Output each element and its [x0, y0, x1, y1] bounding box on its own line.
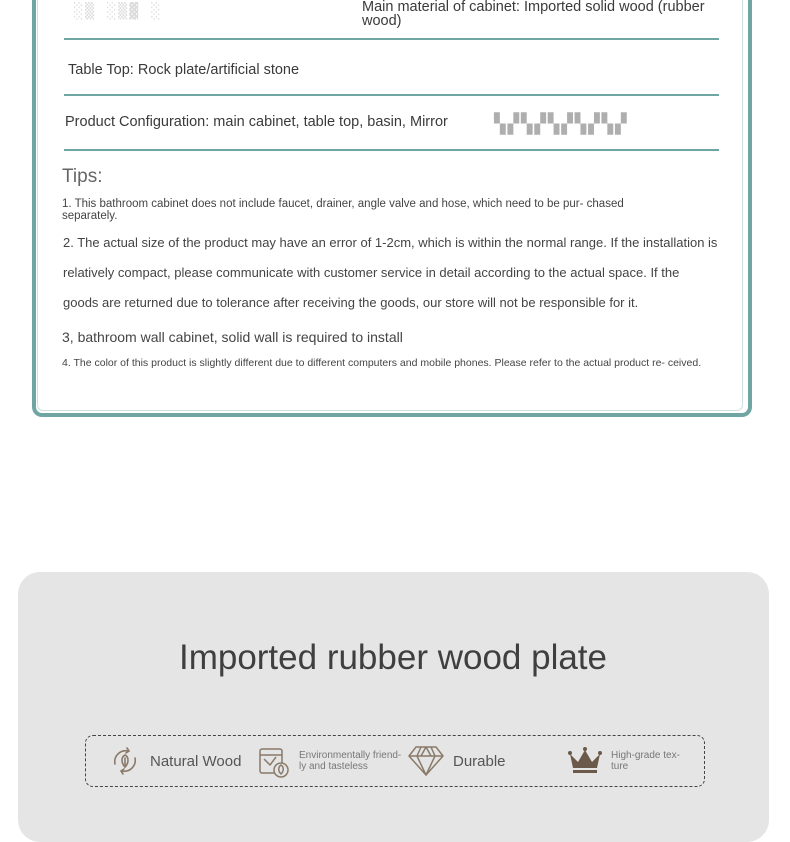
tip-3: 3, bathroom wall cabinet, solid wall is required to install: [62, 329, 403, 345]
feature-eco-friendly: [256, 736, 407, 786]
diamond-icon: [407, 744, 445, 778]
spec-configuration: Product Configuration: main cabinet, table top, basin, Mirror: [65, 114, 448, 130]
feature-label: Durable: [453, 752, 506, 770]
feature-high-grade: [566, 736, 691, 786]
divider: [64, 94, 719, 96]
divider: [64, 38, 719, 40]
divider: [64, 149, 719, 151]
eco-canister-icon: [256, 743, 292, 779]
spec-material: Main material of cabinet: Imported solid wood (rubber wood): [362, 0, 705, 29]
tip-2: 2. The actual size of the product may have an error of 1-2cm, which is within the normal range. If the installation is relatively compact, please communicate with customer service in detail according to the actual space. If the goods are returned due to tolerance after receiving the goods, our store will not be responsible for it.: [63, 235, 718, 310]
tips-title: Tips:: [62, 166, 103, 187]
feature-natural-wood: [108, 736, 241, 786]
feature-label: Environmentally friend- ly and tasteless: [299, 750, 402, 772]
tip-1: 1. This bathroom cabinet does not include faucet, drainer, angle valve and hose, which need to be pur- chased separately.: [62, 198, 624, 222]
recycle-leaf-icon: [108, 744, 142, 778]
feature-strip: [85, 735, 705, 787]
feature-durable: [407, 736, 506, 786]
tip-4: 4. The color of this product is slightly different due to different computers and mobile phones. Please refer to the actual product re- ceived.: [62, 357, 702, 369]
feature-label: High-grade tex- ture: [611, 750, 680, 772]
blurred-chinese-text-right: ▚▞▚▞▚▞▚▞▚▞: [494, 113, 629, 135]
crown-icon: [566, 746, 604, 776]
spec-table-top: Table Top: Rock plate/artificial stone: [68, 62, 300, 78]
feature-label: Natural Wood: [150, 752, 242, 770]
blurred-chinese-text-top: ░▒ ░▒▓ ░: [74, 2, 163, 20]
rubber-wood-panel: [18, 572, 769, 842]
rubber-wood-title: Imported rubber wood plate: [178, 638, 608, 677]
